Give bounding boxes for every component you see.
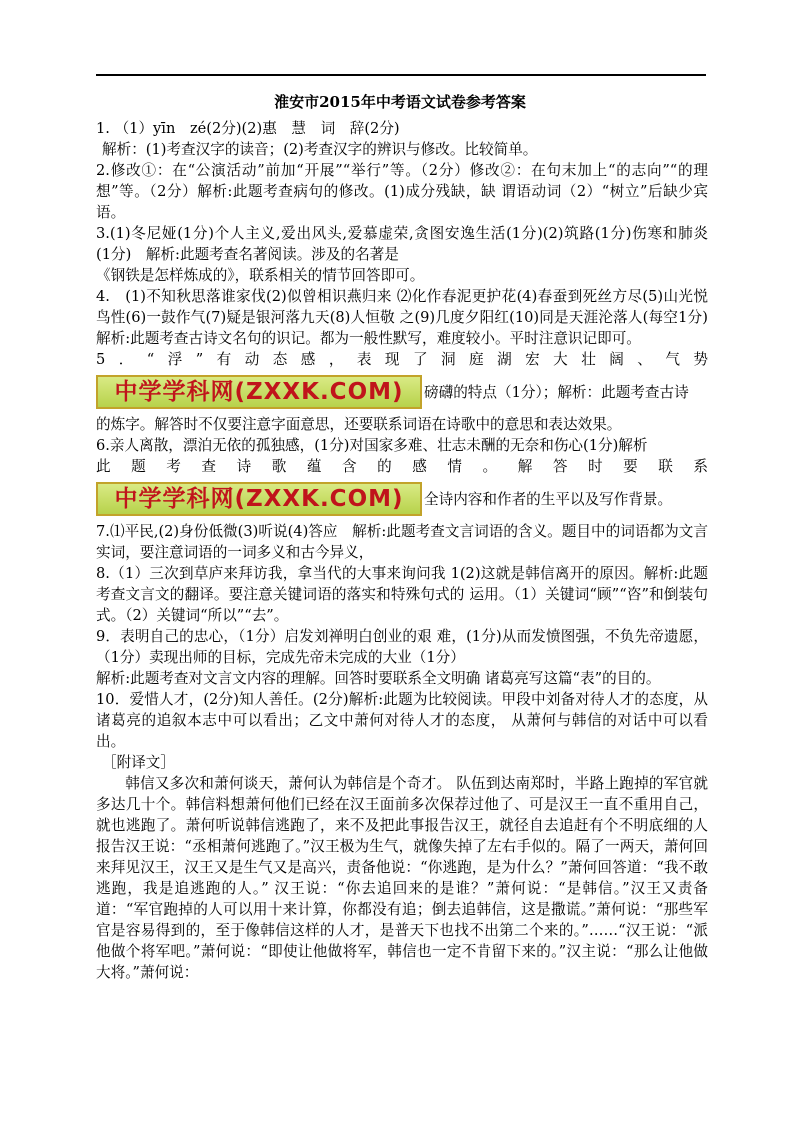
answer-10: 10．爱惜人才，(2分)知人善任。(2分)解析:此题为比较阅读。甲段中刘备对待人才的态度，从诸葛亮的追叙本志中可以看出；乙文中萧何对待人才的态度， 从萧何与韩信的对话中可以看出。 <box>96 691 708 750</box>
answer-content <box>96 118 723 983</box>
answer-4: 4. (1)不知秋思落谁家伐(2)似曾相识燕归来 ⑵化作春泥更护花(4)春蚕到死丝方尽(5)山光悦鸟性(6)一鼓作气(7)疑是银河落九天(8)人恒敬 之(9)几度夕阳红(10)同是天涯沦落人(每空1分) 解析:此题考查古诗文名句的识记。都为一般性默写，难度较小。平时注意识记即可。 <box>96 288 723 347</box>
answer-6-line-2: 此题考查诗歌蕴含的感情。解答时要联系 <box>96 458 708 475</box>
answer-2: 2.修改①：在“公演活动”前加“开展”“举行”等。（2分）修改②：在句末加上“的志向”“的理想”等。（2分）解析:此题考查病句的修改。(1)成分残缺，缺 谓语动词（2）“树立”后缺少宾语。 <box>96 162 708 221</box>
watermark-logo-2: 中学学科网(ZXXK.COM) <box>96 482 422 516</box>
watermark-logo-1: 中学学科网(ZXXK.COM) <box>96 375 422 409</box>
answer-7: 7.⑴平民,(2)身份低微(3)听说(4)答应 解析:此题考查文言词语的含义。题目中的词语都为文言实词，要注意词语的一词多义和古今异义， <box>96 523 708 561</box>
translation-text: 韩信又多次和萧何谈天，萧何认为韩信是个奇才。 队伍到达南郑时，半路上跑掉的军官就多达几十个。韩信料想萧何他们已经在汉王面前多次保荐过他了、可是汉王一直不重用自己，就也逃跑了。萧何听说韩信逃跑了，来不及把此事报告汉王，就径自去追赶有个不明底细的人报告汉王说：“丞相萧何逃跑了。”汉王极为生气，就像失掉了左右手似的。隔了一两天，萧何回来拜见汉王，汉王又是生气又是高兴，责备他说：“你逃跑，是为什么？”萧何回答道：“我不敢逃跑，我是追逃跑的人。” 汉王说：“你去追回来的是谁？”萧何说：“是韩信。”汉王又责备道：“军官跑掉的人可以用十来计算，你都没有追；倒去追韩信，这是撒谎。”萧何说：“那些军官是容易得到的，至于像韩信这样的人才，是普天下也找不出第二个来的。”……“汉王说：“派他做个将军吧。”萧何说：“即使让他做将军，韩信也一定不肯留下来的。”汉主说：“那么让他做大将。”萧何说： <box>96 775 708 981</box>
answer-5-line-2 <box>96 372 708 412</box>
answer-8: 8.（1）三次到草庐来拜访我，拿当代的大事来询问我 1(2)这就是韩信离开的原因。解析:此题考查文言文的翻译。要注意关键词语的落实和特殊句式的 运用。（1）关键词“顾”“咨”和倒装句式。（2）关键词“所以”“去”。 <box>96 565 708 624</box>
appendix-label: ［附译文］ <box>102 754 175 771</box>
answer-9: 9．表明自己的忠心，（1分）启发刘禅明白创业的艰 难，(1分)从而发愤图强，不负先帝遗愿，（1分）卖现出师的目标，完成先帝未完成的大业（1分） <box>96 628 708 666</box>
answer-1-line-1: 1. （1）yīn zé(2分)(2)惠 慧 词 辞(2分) <box>96 120 400 137</box>
answer-9-analysis: 解析:此题考查对文言文内容的理解。回答时要联系全文明确 诸葛亮写这篇“表”的目的。 <box>96 670 661 687</box>
answer-6-line-3-text: 全诗内容和作者的生平以及写作背景。 <box>424 490 673 508</box>
answer-5-line-2-text: 磅礴的特点（1分）；解析：此题考查古诗 <box>424 383 689 401</box>
answer-3-line-1: 3.(1)冬尼娅(1分)个人主义,爱出风头,爱慕虚荣,贪图安逸生活(1分)(2)筑路(1分)伤寒和肺炎 (1分) 解析:此题考查名著阅读。涉及的名著是 <box>96 225 723 263</box>
answer-3-line-2: 《钢铁是怎样炼成的》，联系相关的情节回答即可。 <box>96 267 425 284</box>
answer-6-line-1: 6.亲人离散，漂泊无依的孤独感，(1分)对国家多难、壮志未酬的无奈和伤心(1分)解析 <box>96 437 648 454</box>
header-rule <box>96 74 706 76</box>
answer-6-line-3 <box>96 479 708 519</box>
answer-1-line-2: 解析：(1)考查汉字的读音；(2)考查汉字的辨识与修改。比较简单。 <box>102 141 538 158</box>
answer-5-line-1: 5．“浮”有动态感，表现了洞庭湖宏大壮阔、气势 <box>96 351 708 368</box>
page-title: 淮安市2015年中考语文试卷参考答案 <box>274 93 526 111</box>
answer-5-line-3: 的炼字。解答时不仅要注意字面意思，还要联系词语在诗歌中的意思和表达效果。 <box>96 416 622 433</box>
